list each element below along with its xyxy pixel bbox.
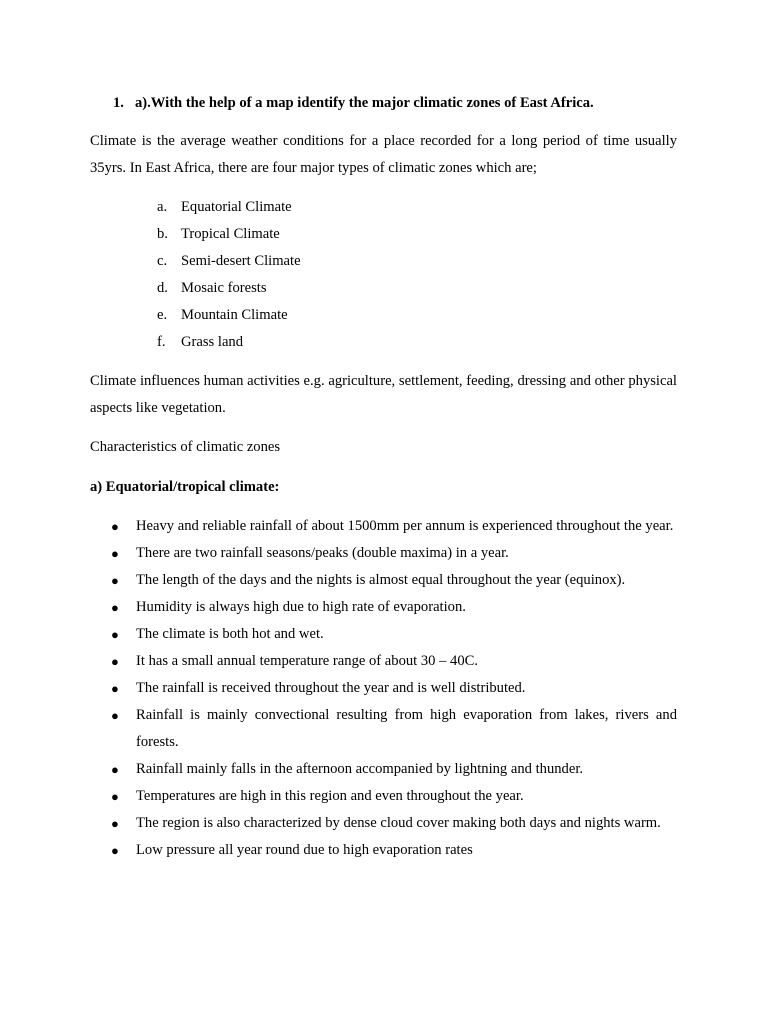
bullet-icon: ● [111,816,119,831]
list-marker: d. [157,280,168,296]
list-item [90,810,677,837]
equatorial-heading: a) Equatorial/tropical climate: [90,479,280,495]
bullet-icon: ● [111,600,119,615]
bullet-icon: ● [111,762,119,777]
bullet-icon: ● [111,573,119,588]
list-item [90,513,677,540]
list-marker: c. [157,253,168,269]
list-item-text: Low pressure all year round due to high evaporation rates [136,842,473,858]
list-item [90,567,677,594]
bullet-icon: ● [111,627,119,642]
list-item-label: Grass land [181,334,244,350]
list-item [90,648,677,675]
list-item-text: Humidity is always high due to high rate of evaporation. [136,599,466,615]
list-item [90,540,677,567]
list-item-text: Heavy and reliable rainfall of about 1500mm per annum is experienced throughout the year. [136,518,674,534]
list-item-text: The rainfall is received throughout the year and is well distributed. [136,680,526,696]
influence-paragraph: Climate influences human activities e.g. agriculture, settlement, feeding, dressing and other physical aspects like vegetation. [90,373,677,416]
bullet-icon: ● [111,843,119,858]
list-item-text: Temperatures are high in this region and even throughout the year. [136,788,524,804]
list-item [157,221,301,248]
list-item [90,675,677,702]
list-item-label: Mountain Climate [181,307,288,323]
bullet-icon: ● [111,519,119,534]
list-item [157,302,301,329]
list-item-text: The length of the days and the nights is almost equal throughout the year (equinox). [136,572,626,588]
list-marker: a. [157,199,168,215]
bullet-icon: ● [111,789,119,804]
list-item-label: Tropical Climate [181,226,280,242]
list-item [157,248,301,275]
list-item-text: Rainfall is mainly convectional resulting from high evaporation from lakes, rivers and forests. [136,707,677,750]
equatorial-points-list [90,513,677,864]
list-item [90,756,677,783]
list-item-label: Equatorial Climate [181,199,292,215]
bullet-icon: ● [111,654,119,669]
list-item [90,621,677,648]
list-marker: b. [157,226,168,242]
list-item-text: There are two rainfall seasons/peaks (double maxima) in a year. [136,545,509,561]
list-item [90,594,677,621]
question-heading [113,94,594,112]
characteristics-heading: Characteristics of climatic zones [90,439,281,455]
list-item-label: Semi-desert Climate [181,253,301,269]
list-item [157,275,301,302]
bullet-icon: ● [111,546,119,561]
list-marker: e. [157,307,168,323]
list-item-text: It has a small annual temperature range of about 30 – 40C. [136,653,479,669]
list-item-label: Mosaic forests [181,280,267,296]
bullet-icon: ● [111,681,119,696]
list-item-text: Rainfall mainly falls in the afternoon accompanied by lightning and thunder. [136,761,584,777]
intro-paragraph: Climate is the average weather conditions for a place recorded for a long period of time usually 35yrs. In East Africa, there are four major types of climatic zones which are; [90,133,677,176]
question-text: a).With the help of a map identify the major climatic zones of East Africa. [135,95,594,111]
list-item [90,837,677,864]
list-item [157,194,301,221]
list-marker: f. [157,334,166,350]
list-item [90,783,677,810]
list-item-text: The climate is both hot and wet. [136,626,324,642]
question-number: 1. [113,95,124,111]
climatic-zones-list [157,194,301,356]
list-item [157,329,301,356]
bullet-icon: ● [111,708,119,723]
list-item [90,702,677,756]
list-item-text: The region is also characterized by dense cloud cover making both days and nights warm. [136,815,661,831]
